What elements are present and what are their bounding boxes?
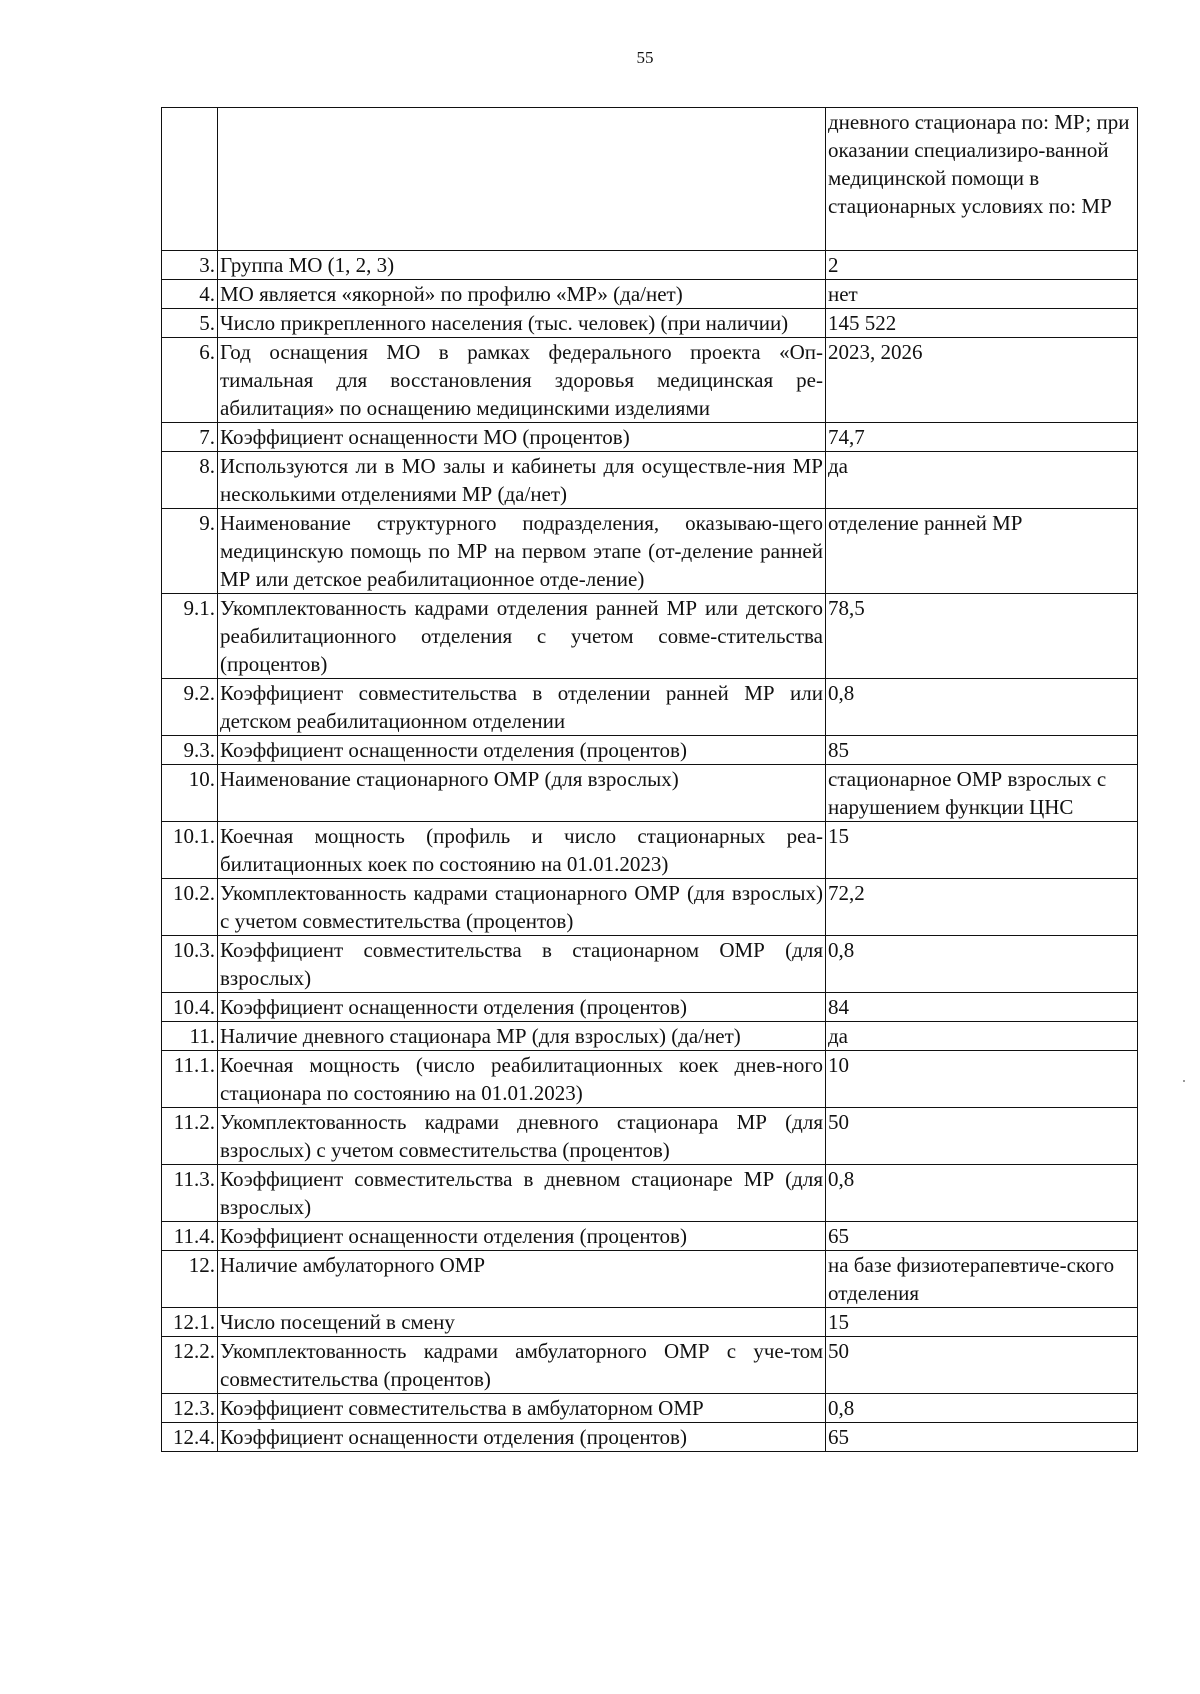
row-value: 0,8 [826, 679, 1138, 736]
row-number: 10.2. [162, 879, 218, 936]
table-row [162, 1222, 1138, 1251]
table-row [162, 108, 1138, 251]
table-row [162, 736, 1138, 765]
row-number: 12. [162, 1251, 218, 1308]
table-row [162, 822, 1138, 879]
row-number: 11.1. [162, 1051, 218, 1108]
row-value: 65 [826, 1222, 1138, 1251]
table-row [162, 280, 1138, 309]
row-value: 78,5 [826, 594, 1138, 679]
row-value: 15 [826, 1308, 1138, 1337]
row-value: 85 [826, 736, 1138, 765]
row-value: 2023, 2026 [826, 338, 1138, 423]
row-number: 5. [162, 309, 218, 338]
table-row [162, 452, 1138, 509]
table-row [162, 309, 1138, 338]
row-value: 72,2 [826, 879, 1138, 936]
row-value: стационарное ОМР взрослых с нарушением функции ЦНС [826, 765, 1138, 822]
row-number: 12.3. [162, 1394, 218, 1423]
row-number: 7. [162, 423, 218, 452]
row-value: дневного стационара по: МР; при оказании специализиро-ванной медицинской помощи в стационарных условиях по: МР [826, 108, 1138, 251]
row-description: Коэффициент совместительства в стационарном ОМР (для взрослых) [218, 936, 826, 993]
row-description: Коэффициент оснащенности МО (процентов) [218, 423, 826, 452]
row-number: 4. [162, 280, 218, 309]
row-description: Коечная мощность (число реабилитационных коек днев-ного стационара по состоянию на 01.01.2023) [218, 1051, 826, 1108]
row-description: Укомплектованность кадрами амбулаторного ОМР с уче-том совместительства (процентов) [218, 1337, 826, 1394]
row-value: 65 [826, 1423, 1138, 1452]
row-description: Укомплектованность кадрами дневного стационара МР (для взрослых) с учетом совместительства (процентов) [218, 1108, 826, 1165]
indicators-table [161, 107, 1138, 1452]
row-description: Наименование стационарного ОМР (для взрослых) [218, 765, 826, 822]
table-row [162, 509, 1138, 594]
table-row [162, 251, 1138, 280]
row-description: Число посещений в смену [218, 1308, 826, 1337]
table-row [162, 679, 1138, 736]
row-description: Коэффициент оснащенности отделения (процентов) [218, 993, 826, 1022]
row-value: 0,8 [826, 936, 1138, 993]
row-value: да [826, 1022, 1138, 1051]
row-description: Коэффициент совместительства в отделении ранней МР или детском реабилитационном отделении [218, 679, 826, 736]
table-row [162, 1165, 1138, 1222]
row-number: 12.4. [162, 1423, 218, 1452]
row-number: 9.3. [162, 736, 218, 765]
row-number: 11. [162, 1022, 218, 1051]
table-row [162, 1022, 1138, 1051]
table-row [162, 594, 1138, 679]
row-number: 12.2. [162, 1337, 218, 1394]
row-value: 50 [826, 1108, 1138, 1165]
page-number: 55 [636, 48, 654, 67]
row-value: 145 522 [826, 309, 1138, 338]
row-number: 9.1. [162, 594, 218, 679]
row-number: 3. [162, 251, 218, 280]
row-number: 6. [162, 338, 218, 423]
row-value: на базе физиотерапевтиче-ского отделения [826, 1251, 1138, 1308]
row-number: 9. [162, 509, 218, 594]
row-value: отделение ранней МР [826, 509, 1138, 594]
row-value: 2 [826, 251, 1138, 280]
table-row [162, 338, 1138, 423]
row-description [218, 108, 826, 251]
row-description: Укомплектованность кадрами отделения ранней МР или детского реабилитационного отделения с учетом совме-стительства (процентов) [218, 594, 826, 679]
table-row [162, 423, 1138, 452]
row-value: 84 [826, 993, 1138, 1022]
table-row [162, 1423, 1138, 1452]
table-row [162, 1051, 1138, 1108]
row-description: Год оснащения МО в рамках федерального проекта «Оп-тимальная для восстановления здоровья медицинская ре-абилитация» по оснащению медицинскими изделиями [218, 338, 826, 423]
row-number: 8. [162, 452, 218, 509]
table-row [162, 993, 1138, 1022]
table-row [162, 1337, 1138, 1394]
table-row [162, 936, 1138, 993]
row-description: Коечная мощность (профиль и число стационарных реа-билитационных коек по состоянию на 01.01.2023) [218, 822, 826, 879]
row-number: 11.4. [162, 1222, 218, 1251]
row-description: Коэффициент совместительства в дневном стационаре МР (для взрослых) [218, 1165, 826, 1222]
row-description: Коэффициент оснащенности отделения (процентов) [218, 1423, 826, 1452]
table-row [162, 1108, 1138, 1165]
row-description: Число прикрепленного населения (тыс. человек) (при наличии) [218, 309, 826, 338]
row-value: 0,8 [826, 1165, 1138, 1222]
row-number: 10.3. [162, 936, 218, 993]
row-description: МО является «якорной» по профилю «МР» (да/нет) [218, 280, 826, 309]
table-row [162, 879, 1138, 936]
row-number: 11.3. [162, 1165, 218, 1222]
row-description: Укомплектованность кадрами стационарного ОМР (для взрослых) с учетом совместительства (процентов) [218, 879, 826, 936]
row-number: 11.2. [162, 1108, 218, 1165]
scan-speck [1183, 1080, 1185, 1082]
row-description: Наименование структурного подразделения, оказываю-щего медицинскую помощь по МР на первом этапе (от-деление ранней МР или детское реабилитационное отде-ление) [218, 509, 826, 594]
row-value: нет [826, 280, 1138, 309]
row-number: 10.4. [162, 993, 218, 1022]
row-number: 12.1. [162, 1308, 218, 1337]
row-description: Группа МО (1, 2, 3) [218, 251, 826, 280]
row-description: Коэффициент оснащенности отделения (процентов) [218, 1222, 826, 1251]
row-description: Коэффициент совместительства в амбулаторном ОМР [218, 1394, 826, 1423]
row-description: Наличие амбулаторного ОМР [218, 1251, 826, 1308]
row-number: 10. [162, 765, 218, 822]
row-number: 10.1. [162, 822, 218, 879]
row-value: 0,8 [826, 1394, 1138, 1423]
table-row [162, 1394, 1138, 1423]
row-number: 9.2. [162, 679, 218, 736]
table-row [162, 1251, 1138, 1308]
row-description: Коэффициент оснащенности отделения (процентов) [218, 736, 826, 765]
row-value: 10 [826, 1051, 1138, 1108]
row-value: да [826, 452, 1138, 509]
row-value: 50 [826, 1337, 1138, 1394]
table-row [162, 765, 1138, 822]
row-value: 15 [826, 822, 1138, 879]
row-value: 74,7 [826, 423, 1138, 452]
row-description: Используются ли в МО залы и кабинеты для осуществле-ния МР несколькими отделениями МР (да/нет) [218, 452, 826, 509]
row-number [162, 108, 218, 251]
table-row [162, 1308, 1138, 1337]
row-description: Наличие дневного стационара МР (для взрослых) (да/нет) [218, 1022, 826, 1051]
